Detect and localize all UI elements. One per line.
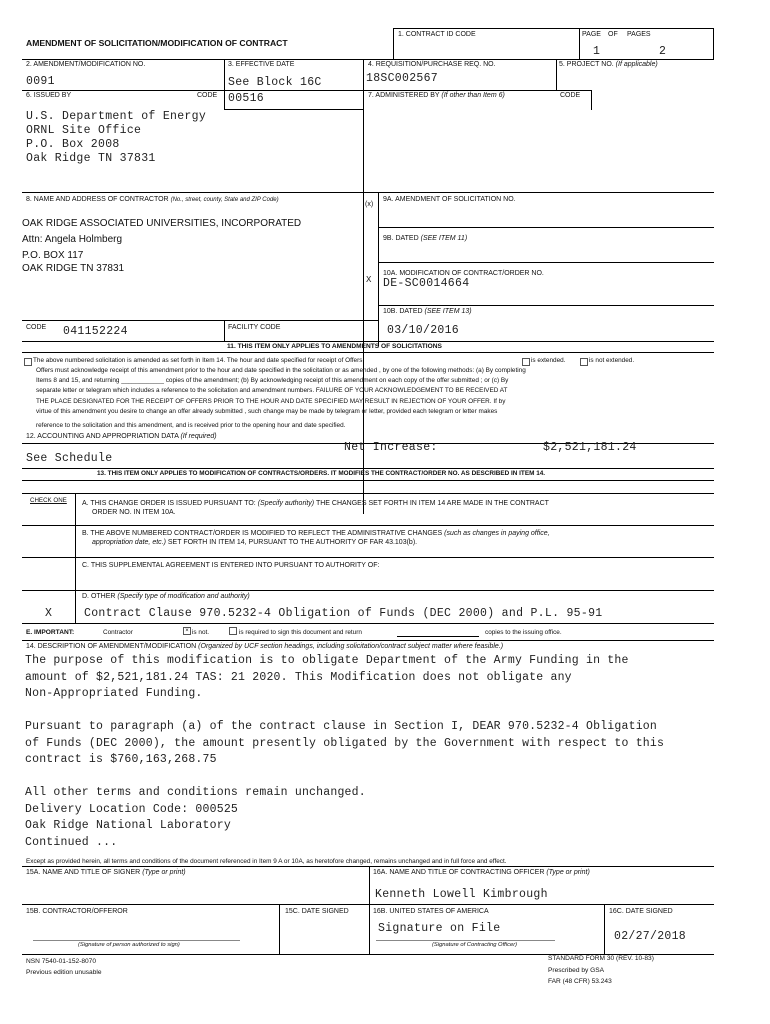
item11-line: THE PLACE DESIGNATED FOR THE RECEIPT OF OFFERS PRIOR TO THE HOUR AND DATE SPECIFIED MAY RESULT IN REJECTION OF YOUR OFFER. If by xyxy=(36,398,506,405)
signature-line-contractor xyxy=(33,940,240,941)
extended-label: is extended. xyxy=(531,357,566,364)
description-line: Delivery Location Code: 000525 xyxy=(25,803,239,816)
item13-heading: 13. THIS ITEM ONLY APPLIES TO MODIFICATION OF CONTRACTS/ORDERS. IT MODIFIES THE CONTRACT/ORDER NO. AS DESCRIBED IN ITEM 14. xyxy=(97,470,546,477)
accounting-label: 12. ACCOUNTING AND APPROPRIATION DATA (If required) xyxy=(26,433,217,440)
standard-form-text: STANDARD FORM 30 (REV. 10-83) xyxy=(548,955,654,962)
option-b-line2: appropriation date, etc.) SET FORTH IN ITEM 14, PURSUANT TO THE AUTHORITY OF FAR 43.103(b). xyxy=(92,539,418,546)
is-not-checkbox[interactable]: × xyxy=(183,627,191,635)
check-one-label: CHECK ONE xyxy=(30,497,67,504)
rule-top xyxy=(393,28,714,29)
option-d-text: D. OTHER (Specify type of modification and authority) xyxy=(82,593,250,600)
issuer-line: P.O. Box 2008 xyxy=(26,138,120,151)
rule xyxy=(224,109,363,110)
modification-mark: X xyxy=(366,275,372,285)
rule xyxy=(22,623,714,624)
rule xyxy=(22,590,714,591)
important-label: E. IMPORTANT: xyxy=(26,629,75,636)
signer-name-label: 15A. NAME AND TITLE OF SIGNER (Type or print) xyxy=(26,869,186,876)
officer-name-value: Kenneth Lowell Kimbrough xyxy=(375,888,548,901)
contractor-line: P.O. BOX 117 xyxy=(22,250,84,261)
rule xyxy=(22,341,714,342)
option-c-text: C. THIS SUPPLEMENTAL AGREEMENT IS ENTERED INTO PURSUANT TO AUTHORITY OF: xyxy=(82,562,380,569)
extended-checkbox[interactable] xyxy=(522,358,530,366)
description-label: 14. DESCRIPTION OF AMENDMENT/MODIFICATION (Organized by UCF section headings, including solicitation/contract subject matter where feasible.) xyxy=(26,643,504,650)
description-line: Continued ... xyxy=(25,836,118,849)
contractor-line: OAK RIDGE ASSOCIATED UNIVERSITIES, INCORPORATED xyxy=(22,218,302,229)
contract-no-value: DE-SC0014664 xyxy=(383,277,470,290)
description-line: contract is $760,163,268.75 xyxy=(25,753,217,766)
administered-by-label: 7. ADMINISTERED BY (If other than Item 6) xyxy=(368,92,505,99)
rule xyxy=(378,192,379,346)
rule xyxy=(279,904,280,954)
rule xyxy=(604,904,605,954)
modification-contract-label: 10A. MODIFICATION OF CONTRACT/ORDER NO. xyxy=(383,270,544,277)
officer-name-label: 16A. NAME AND TITLE OF CONTRACTING OFFICER (Type or print) xyxy=(373,869,590,876)
rule xyxy=(378,262,714,263)
issued-by-label: 6. ISSUED BY xyxy=(26,92,72,99)
effective-date-value: See Block 16C xyxy=(228,76,322,89)
signature-officer-caption: (Signature of Contracting Officer) xyxy=(432,942,518,948)
rule xyxy=(22,525,714,526)
page-number: 1 xyxy=(593,45,601,58)
net-increase-value: $2,521,181.24 xyxy=(543,441,637,454)
issued-code-label: CODE xyxy=(197,92,218,99)
contractor-label: 8. NAME AND ADDRESS OF CONTRACTOR (No., street, county, State and ZIP Code) xyxy=(26,196,279,203)
x-column-label: (x) xyxy=(365,201,374,208)
rule xyxy=(75,493,76,623)
date-signed-15c-label: 15C. DATE SIGNED xyxy=(285,908,349,915)
item11-line: reference to the solicitation and this amendment, and is received prior to the opening hour and date specified. xyxy=(36,422,346,429)
solicitation-checkbox[interactable] xyxy=(24,358,32,366)
far-text: FAR (48 CFR) 53.243 xyxy=(548,978,612,985)
rule xyxy=(22,90,592,91)
option-d-value: Contract Clause 970.5232-4 Obligation of Funds (DEC 2000) and P.L. 95-91 xyxy=(84,607,603,620)
is-not-label: is not. xyxy=(192,629,210,636)
nsn-text: NSN 7540-01-152-8070 xyxy=(26,958,97,965)
date-signed-16c-label: 16C. DATE SIGNED xyxy=(609,908,673,915)
description-line: The purpose of this modification is to obligate Department of the Army Funding in the xyxy=(25,654,629,667)
rule xyxy=(22,480,714,481)
rule xyxy=(22,59,714,60)
is-required-checkbox[interactable] xyxy=(229,627,237,635)
signature-line-officer xyxy=(376,940,555,941)
amendment-no-label: 2. AMENDMENT/MODIFICATION NO. xyxy=(26,61,146,68)
facility-code-label: FACILITY CODE xyxy=(228,324,281,331)
rule xyxy=(378,227,714,228)
prescribed-text: Prescribed by GSA xyxy=(548,967,605,974)
item11-line: The above numbered solicitation is amended as set forth in Item 14. The hour and date specified for receipt of Offers xyxy=(33,357,363,364)
contractor-code-value: 041152224 xyxy=(63,325,128,338)
rule xyxy=(378,305,714,306)
contractor-line: Attn: Angela Holmberg xyxy=(22,234,123,245)
date-signed-value: 02/27/2018 xyxy=(614,930,687,943)
dated-10b-label: 10B. DATED (SEE ITEM 13) xyxy=(383,308,472,315)
not-extended-label: is not extended. xyxy=(589,357,635,364)
item11-line: separate letter or telegram which includes a reference to the solicitation and amendment numbers. FAILURE OF YOUR ACKNOWLEDGEMENT TO BE RECEIVED AT xyxy=(36,387,508,394)
important-contractor: Contractor xyxy=(103,629,133,636)
rule xyxy=(393,28,394,59)
description-line: of Funds (DEC 2000), the amount presently obligated by the Government with respect to this xyxy=(25,737,665,750)
form-title: AMENDMENT OF SOLICITATION/MODIFICATION OF CONTRACT xyxy=(26,38,288,48)
project-no-label: 5. PROJECT NO. (If applicable) xyxy=(559,61,658,68)
rule xyxy=(22,493,714,494)
contract-date-value: 03/10/2016 xyxy=(387,324,460,337)
rule xyxy=(713,28,714,59)
item11-heading: 11. THIS ITEM ONLY APPLIES TO AMENDMENTS OF SOLICITATIONS xyxy=(227,343,442,350)
requisition-value: 18SC002567 xyxy=(366,72,439,85)
rule xyxy=(224,59,225,109)
page-label: PAGE xyxy=(582,31,601,38)
contract-id-label: 1. CONTRACT ID CODE xyxy=(398,31,476,38)
amendment-no-value: 0091 xyxy=(26,75,55,88)
item11-line: virtue of this amendment you desire to change an offer already submitted , such change may be made by telegram or letter, provided each telegram or letter makes xyxy=(36,408,498,415)
copies-blank xyxy=(397,636,479,637)
page-count: 2 xyxy=(659,45,667,58)
rule xyxy=(224,320,225,341)
issuer-line: U.S. Department of Energy xyxy=(26,110,207,123)
rule xyxy=(22,468,714,469)
is-required-label: is required to sign this document and return xyxy=(239,629,362,636)
contractor-code-label: CODE xyxy=(26,324,47,331)
rule xyxy=(22,904,714,905)
signature-value: Signature on File xyxy=(378,922,501,935)
amendment-solicitation-label: 9A. AMENDMENT OF SOLICITATION NO. xyxy=(383,196,516,203)
usa-label: 16B. UNITED STATES OF AMERICA xyxy=(373,908,489,915)
previous-edition-text: Previous edition unusable xyxy=(26,969,102,976)
rule xyxy=(22,320,378,321)
dated-9b-label: 9B. DATED (SEE ITEM 11) xyxy=(383,235,468,242)
description-line: Oak Ridge National Laboratory xyxy=(25,819,231,832)
rule xyxy=(22,557,714,558)
net-increase-label: Net Increase: xyxy=(344,441,438,454)
contractor-offeror-label: 15B. CONTRACTOR/OFFEROR xyxy=(26,908,128,915)
item11-line: Offers must acknowledge receipt of this amendment prior to the hour and date specified in the solicitation or as amended , by one of the following methods: (a) By completing xyxy=(36,367,526,374)
copies-label: copies to the issuing office. xyxy=(485,629,562,636)
issuer-line: Oak Ridge TN 37831 xyxy=(26,152,156,165)
issuer-line: ORNL Site Office xyxy=(26,124,142,137)
not-extended-checkbox[interactable] xyxy=(580,358,588,366)
accounting-value: See Schedule xyxy=(26,452,113,465)
admin-code-label: CODE xyxy=(560,92,581,99)
item11-line: Items 8 and 15, and returning ____________ copies of the amendment; (b) By acknowledging receipt of this amendment on each copy of the offer submitted ; or (c) By xyxy=(36,377,509,384)
option-a-text: A. THIS CHANGE ORDER IS ISSUED PURSUANT TO: (Specify authority) THE CHANGES SET FORTH IN ITEM 14 ARE MADE IN THE CONTRACT xyxy=(82,500,549,507)
description-line: All other terms and conditions remain unchanged. xyxy=(25,786,366,799)
rule xyxy=(22,352,714,353)
option-a-line2: ORDER NO. IN ITEM 10A. xyxy=(92,509,176,516)
description-line: Non-Appropriated Funding. xyxy=(25,687,203,700)
rule xyxy=(591,90,592,110)
except-text: Except as provided herein, all terms and conditions of the document referenced in Item 9 A or 10A, as heretofore changed, remains unchanged and in full force and effect. xyxy=(26,858,507,865)
option-d-mark: X xyxy=(45,607,53,620)
effective-date-label: 3. EFFECTIVE DATE xyxy=(228,61,295,68)
issued-code-value: 00516 xyxy=(228,92,265,105)
rule xyxy=(579,28,580,59)
rule xyxy=(22,640,714,641)
pages-label: PAGES xyxy=(627,31,651,38)
signature-person-caption: (Signature of person authorized to sign) xyxy=(78,942,180,948)
rule xyxy=(369,866,370,954)
description-line: amount of $2,521,181.24 TAS: 21 2020. This Modification does not obligate any xyxy=(25,671,572,684)
contractor-line: OAK RIDGE TN 37831 xyxy=(22,263,125,274)
description-line: Pursuant to paragraph (a) of the contract clause in Section I, DEAR 970.5232-4 Obligation xyxy=(25,720,657,733)
rule xyxy=(22,192,714,193)
of-label: OF xyxy=(608,31,618,38)
rule xyxy=(556,59,557,90)
option-b-text: B. THE ABOVE NUMBERED CONTRACT/ORDER IS MODIFIED TO REFLECT THE ADMINISTRATIVE CHANGES (such as changes in paying office, xyxy=(82,530,550,537)
requisition-label: 4. REQUISITION/PURCHASE REQ. NO. xyxy=(368,61,496,68)
